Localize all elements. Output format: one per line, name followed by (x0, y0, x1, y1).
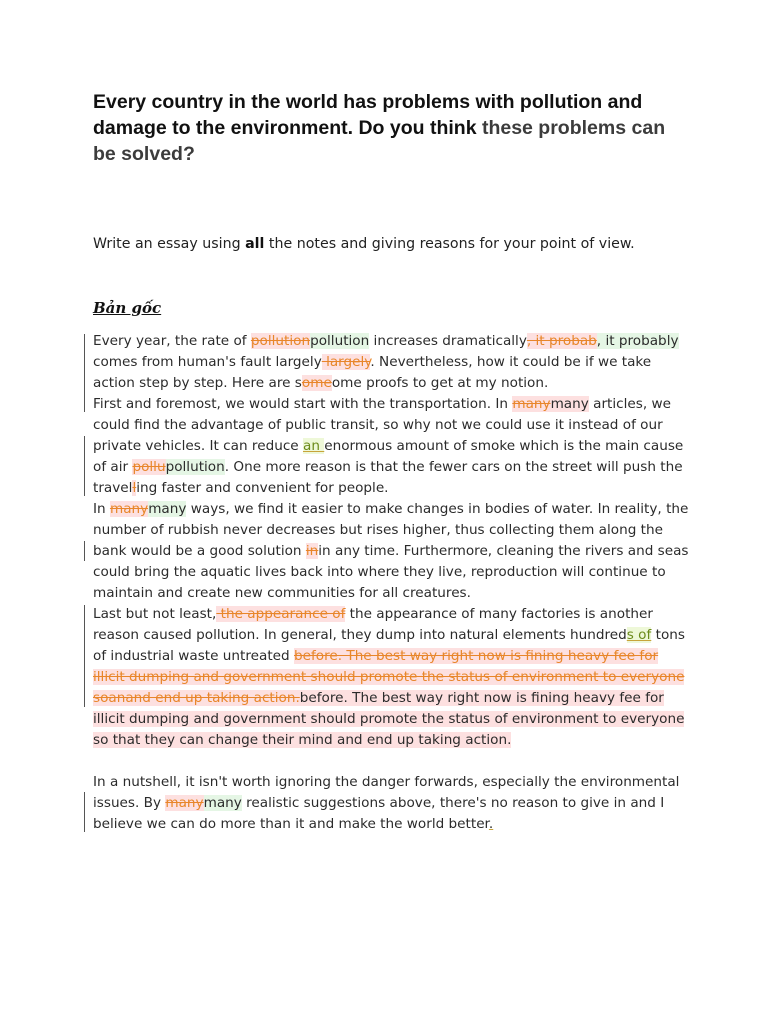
deleted-text: largely (321, 354, 371, 370)
text-run: tons of industrial waste untreated (93, 627, 685, 664)
essay-instruction (93, 234, 693, 255)
text-run: . One more reason is that the fewer cars on the street will push the travel (93, 459, 683, 496)
text-run: articles, we could find the advantage of public transit, so why not we could use it instead of our private vehicles. It can reduce (93, 396, 671, 454)
inserted-text: before. The best way right now is fining heavy fee for illicit dumping and government should promote the status of environment to everyone so that they can change their mind and end up taking action. (93, 690, 685, 748)
deleted-text: , it probab (526, 333, 597, 349)
inserted-text: s of (626, 627, 652, 643)
text-run: . Nevertheless, how it could be if we take action step by step. Here are s (93, 354, 652, 391)
text-run: realistic suggestions above, there's no reason to give in and I believe we can do more than it and make the world better (93, 795, 665, 832)
text-run: In (93, 501, 110, 517)
text-run: ome proofs to get at my notion. (331, 375, 549, 391)
inserted-text: . (488, 816, 494, 832)
inserted-text: many (148, 501, 187, 517)
text-run: Last but not least, (93, 606, 217, 622)
inserted-text: pollution (165, 459, 225, 475)
text-run: the appearance of many factories is another reason caused pollution. In general, they dump into natural elements hundred (93, 606, 653, 643)
text-run: ways, we find it easier to make changes in bodies of water. In reality, the number of rubbish never decreases but rises higher, thus collecting them along the bank would be a good solution (93, 501, 689, 559)
text-run: Every year, the rate of (93, 333, 251, 349)
deleted-text: before. The best way right now is fining heavy fee for illicit dumping and government should promote the status of environment to everyone soanand end up taking action. (93, 648, 685, 706)
text-run: First and foremost, we would start with the transportation. In (93, 396, 513, 412)
essay-paragraph-2 (93, 394, 693, 499)
essay-paragraph-1 (93, 331, 693, 394)
essay-paragraph-5 (93, 772, 693, 835)
deleted-text: ome (301, 375, 332, 391)
deleted-text: l (132, 480, 137, 496)
change-bar (84, 792, 85, 832)
essay-question (93, 89, 693, 167)
text-run: increases dramatically (369, 333, 527, 349)
deleted-text: many (512, 396, 551, 412)
essay-paragraph-3 (93, 499, 693, 604)
essay-body[interactable] (93, 331, 693, 835)
instruction-post: the notes and giving reasons for your point of view. (264, 236, 635, 252)
inserted-text: an (302, 438, 325, 454)
deleted-text: in (305, 543, 319, 559)
change-bar (84, 541, 85, 561)
instruction-bold: all (245, 236, 265, 252)
text-run: enormous amount of smoke which is the main cause of air (93, 438, 684, 475)
text-run: comes from human's fault largely (93, 354, 322, 370)
deleted-text: many (109, 501, 149, 517)
text-run: In a nutshell, it isn't worth ignoring the danger forwards, especially the environmental issues. By (93, 774, 680, 811)
essay-paragraph-4 (93, 604, 693, 751)
question-text-part2: these problems can be solved? (93, 117, 666, 165)
inserted-text: many (550, 396, 589, 412)
change-bar (84, 605, 85, 707)
question-text-part1: Every country in the world has problems with pollution and damage to the environment. Do you think (93, 91, 643, 139)
change-bar (84, 334, 85, 412)
deleted-text: pollution (250, 333, 311, 349)
deleted-text: many (165, 795, 204, 811)
inserted-text: many (203, 795, 242, 811)
inserted-text: , it probably (596, 333, 679, 349)
instruction-pre: Write an essay using (93, 236, 246, 252)
inserted-text: pollution (310, 333, 370, 349)
text-run: in any time. Furthermore, cleaning the rivers and seas could bring the aquatic lives back into where they live, reproduction will continue to maintain and create new communities for all creatures. (93, 543, 689, 601)
section-label: Bản gốc (93, 299, 162, 317)
deleted-text: pollu (132, 459, 166, 475)
text-run: ing faster and convenient for people. (136, 480, 389, 496)
change-bar (84, 436, 85, 496)
deleted-text: the appearance of (216, 606, 346, 622)
